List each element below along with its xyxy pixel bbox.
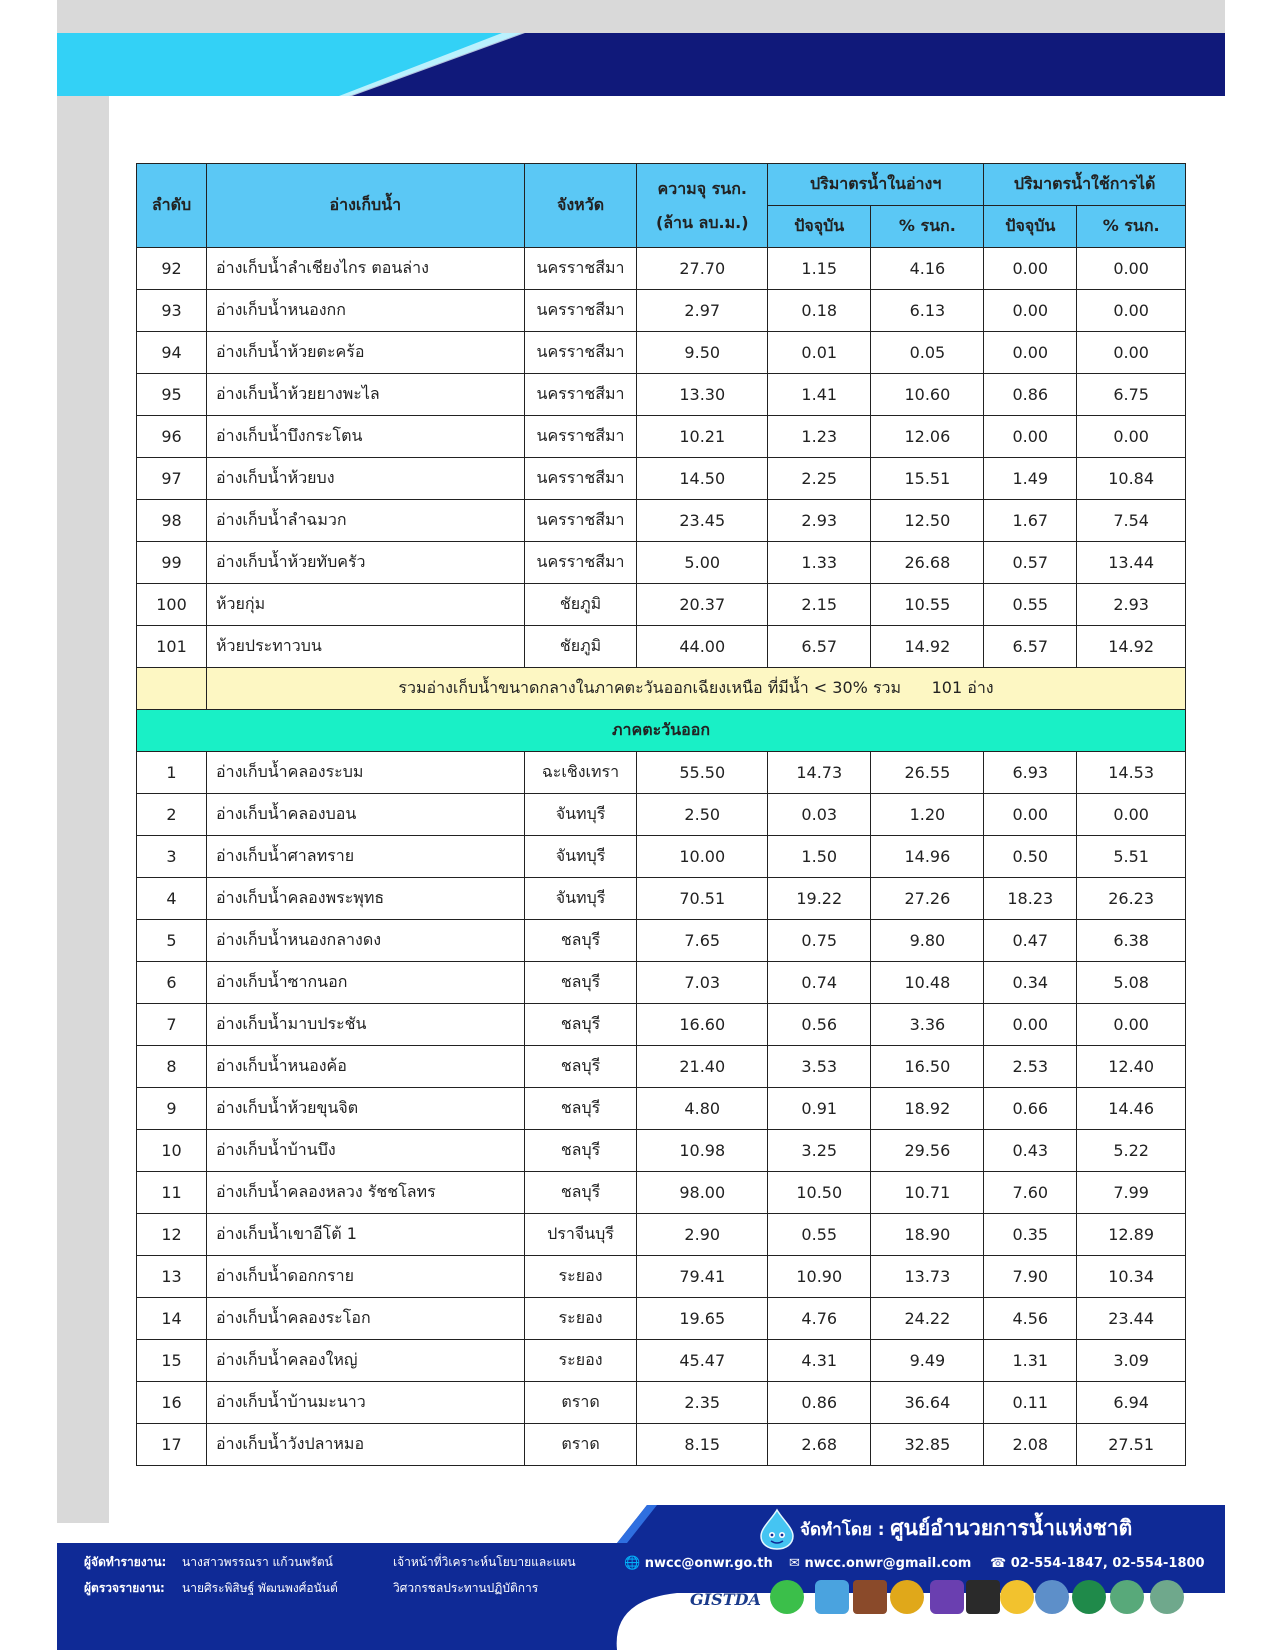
header-capacity	[637, 164, 768, 248]
cell-no: 1	[137, 752, 207, 794]
cell-usable-pct: 23.44	[1077, 1298, 1186, 1340]
cell-reservoir: อ่างเก็บน้ำบึงกระโตน	[207, 416, 525, 458]
cell-usable-pct: 0.00	[1077, 794, 1186, 836]
cell-usable-pct: 0.00	[1077, 1004, 1186, 1046]
cell-storage-pct: 3.36	[871, 1004, 984, 1046]
cell-province: ชลบุรี	[524, 1046, 637, 1088]
cell-province: นครราชสีมา	[524, 248, 637, 290]
cell-storage-current: 10.50	[768, 1172, 871, 1214]
cell-no: 7	[137, 1004, 207, 1046]
cell-province: ระยอง	[524, 1340, 637, 1382]
cell-storage-current: 19.22	[768, 878, 871, 920]
cell-storage-pct: 0.05	[871, 332, 984, 374]
cell-capacity: 2.35	[637, 1382, 768, 1424]
cell-no: 95	[137, 374, 207, 416]
cell-province: จันทบุรี	[524, 836, 637, 878]
cell-usable-pct: 0.00	[1077, 332, 1186, 374]
table-row	[137, 752, 1186, 794]
header-usable: ปริมาตรน้ำใช้การได้	[984, 164, 1186, 206]
cell-province: จันทบุรี	[524, 878, 637, 920]
table-row	[137, 794, 1186, 836]
cell-no: 100	[137, 584, 207, 626]
table-row	[137, 626, 1186, 668]
cell-no: 92	[137, 248, 207, 290]
cell-no: 6	[137, 962, 207, 1004]
cell-usable-pct: 5.22	[1077, 1130, 1186, 1172]
cell-province: นครราชสีมา	[524, 374, 637, 416]
cell-no: 93	[137, 290, 207, 332]
cell-storage-pct: 18.90	[871, 1214, 984, 1256]
cell-reservoir: อ่างเก็บน้ำศาลทราย	[207, 836, 525, 878]
cell-usable-pct: 10.84	[1077, 458, 1186, 500]
cell-capacity: 98.00	[637, 1172, 768, 1214]
cell-province: นครราชสีมา	[524, 458, 637, 500]
cell-storage-pct: 10.71	[871, 1172, 984, 1214]
reviewer-label: ผู้ตรวจรายงาน:	[84, 1581, 165, 1595]
cell-usable-current: 0.86	[984, 374, 1077, 416]
cell-reservoir: อ่างเก็บน้ำคลองใหญ่	[207, 1340, 525, 1382]
cell-province: ปราจีนบุรี	[524, 1214, 637, 1256]
cell-reservoir: อ่างเก็บน้ำห้วยตะคร้อ	[207, 332, 525, 374]
cell-capacity: 27.70	[637, 248, 768, 290]
cell-storage-pct: 29.56	[871, 1130, 984, 1172]
cell-capacity: 2.97	[637, 290, 768, 332]
email1-text: nwcc@onwr.go.th	[644, 1556, 773, 1571]
cell-capacity: 14.50	[637, 458, 768, 500]
cell-capacity: 10.21	[637, 416, 768, 458]
table-row	[137, 836, 1186, 878]
cell-storage-pct: 12.06	[871, 416, 984, 458]
cell-no: 15	[137, 1340, 207, 1382]
cell-province: นครราชสีมา	[524, 500, 637, 542]
cell-reservoir: อ่างเก็บน้ำห้วยขุนจิต	[207, 1088, 525, 1130]
table-row	[137, 542, 1186, 584]
cell-no: 3	[137, 836, 207, 878]
cell-usable-pct: 14.46	[1077, 1088, 1186, 1130]
region-title: ภาคตะวันออก	[137, 710, 1186, 752]
cell-usable-pct: 0.00	[1077, 248, 1186, 290]
table-row	[137, 332, 1186, 374]
summary-text: รวมอ่างเก็บน้ำขนาดกลางในภาคตะวันออกเฉียงเหนือ ที่มีน้ำ < 30% รวม 101 อ่าง	[207, 668, 1186, 710]
cell-reservoir: อ่างเก็บน้ำลำเชียงไกร ตอนล่าง	[207, 248, 525, 290]
contact-phone[interactable]	[990, 1556, 1205, 1571]
cell-storage-pct: 1.20	[871, 794, 984, 836]
cell-storage-current: 0.18	[768, 290, 871, 332]
cell-province: จันทบุรี	[524, 794, 637, 836]
cell-province: นครราชสีมา	[524, 290, 637, 332]
cell-usable-current: 0.57	[984, 542, 1077, 584]
cell-usable-pct: 14.53	[1077, 752, 1186, 794]
cell-reservoir: ห้วยกุ่ม	[207, 584, 525, 626]
cell-usable-pct: 26.23	[1077, 878, 1186, 920]
cell-no: 16	[137, 1382, 207, 1424]
leaf-logo	[770, 1580, 804, 1614]
cell-usable-current: 0.00	[984, 290, 1077, 332]
cell-usable-current: 2.53	[984, 1046, 1077, 1088]
cell-reservoir: อ่างเก็บน้ำคลองระโอก	[207, 1298, 525, 1340]
cell-storage-current: 3.25	[768, 1130, 871, 1172]
cell-capacity: 4.80	[637, 1088, 768, 1130]
cell-usable-pct: 5.08	[1077, 962, 1186, 1004]
cell-reservoir: อ่างเก็บน้ำดอกกราย	[207, 1256, 525, 1298]
header-province: จังหวัด	[524, 164, 637, 248]
table-row	[137, 458, 1186, 500]
northeast-rows	[137, 248, 1186, 668]
crest-gold-logo	[890, 1580, 924, 1614]
table-row	[137, 1340, 1186, 1382]
cell-province: นครราชสีมา	[524, 416, 637, 458]
table-row	[137, 1424, 1186, 1466]
cell-capacity: 21.40	[637, 1046, 768, 1088]
cell-usable-current: 4.56	[984, 1298, 1077, 1340]
cell-usable-pct: 10.34	[1077, 1256, 1186, 1298]
header-storage: ปริมาตรน้ำในอ่างฯ	[768, 164, 984, 206]
cell-usable-current: 1.31	[984, 1340, 1077, 1382]
cell-storage-current: 0.55	[768, 1214, 871, 1256]
dark-square-logo	[966, 1580, 1000, 1614]
cell-storage-pct: 14.96	[871, 836, 984, 878]
cell-storage-current: 14.73	[768, 752, 871, 794]
cell-usable-current: 0.66	[984, 1088, 1077, 1130]
cell-usable-pct: 3.09	[1077, 1340, 1186, 1382]
cell-capacity: 13.30	[637, 374, 768, 416]
phone-icon: ☎	[990, 1556, 1007, 1571]
cell-storage-current: 2.25	[768, 458, 871, 500]
reporter-label: ผู้จัดทำรายงาน:	[84, 1555, 167, 1569]
cell-capacity: 20.37	[637, 584, 768, 626]
cell-storage-current: 2.93	[768, 500, 871, 542]
region-row	[137, 710, 1186, 752]
cell-reservoir: อ่างเก็บน้ำมาบประชัน	[207, 1004, 525, 1046]
cell-province: นครราชสีมา	[524, 332, 637, 374]
section-rows	[137, 668, 1186, 752]
cell-storage-current: 6.57	[768, 626, 871, 668]
cell-province: ชลบุรี	[524, 1130, 637, 1172]
cell-usable-pct: 7.99	[1077, 1172, 1186, 1214]
table-header	[137, 164, 1186, 248]
cell-no: 9	[137, 1088, 207, 1130]
cell-capacity: 9.50	[637, 332, 768, 374]
cell-usable-pct: 0.00	[1077, 416, 1186, 458]
cell-reservoir: อ่างเก็บน้ำห้วยบง	[207, 458, 525, 500]
table-row	[137, 878, 1186, 920]
cell-usable-pct: 7.54	[1077, 500, 1186, 542]
cell-storage-pct: 36.64	[871, 1382, 984, 1424]
cell-storage-current: 0.74	[768, 962, 871, 1004]
reporter-name: นางสาวพรรณรา แก้วนพรัตน์	[182, 1555, 333, 1569]
cell-capacity: 70.51	[637, 878, 768, 920]
left-gray-band	[57, 33, 109, 1523]
cell-storage-current: 0.56	[768, 1004, 871, 1046]
cell-usable-pct: 27.51	[1077, 1424, 1186, 1466]
cell-storage-pct: 9.80	[871, 920, 984, 962]
cell-usable-current: 6.57	[984, 626, 1077, 668]
cell-usable-current: 0.35	[984, 1214, 1077, 1256]
cell-usable-pct: 13.44	[1077, 542, 1186, 584]
cell-province: ชลบุรี	[524, 1004, 637, 1046]
cell-storage-current: 0.01	[768, 332, 871, 374]
cell-capacity: 10.00	[637, 836, 768, 878]
cell-reservoir: อ่างเก็บน้ำห้วยทับครัว	[207, 542, 525, 584]
cell-storage-current: 10.90	[768, 1256, 871, 1298]
cell-reservoir: อ่างเก็บน้ำบ้านมะนาว	[207, 1382, 525, 1424]
cell-usable-current: 2.08	[984, 1424, 1077, 1466]
cell-province: ชลบุรี	[524, 920, 637, 962]
cell-no: 97	[137, 458, 207, 500]
reviewer-role: วิศวกรชลประทานปฏิบัติการ	[393, 1581, 539, 1595]
cell-capacity: 16.60	[637, 1004, 768, 1046]
envelope-icon: ✉	[789, 1556, 800, 1571]
globe-icon: 🌐	[624, 1556, 641, 1571]
cell-storage-current: 0.86	[768, 1382, 871, 1424]
cell-capacity: 55.50	[637, 752, 768, 794]
top-gray-band	[57, 0, 1225, 33]
cell-storage-current: 3.53	[768, 1046, 871, 1088]
cell-no: 94	[137, 332, 207, 374]
table-row	[137, 416, 1186, 458]
cell-usable-pct: 2.93	[1077, 584, 1186, 626]
cell-no: 11	[137, 1172, 207, 1214]
table-row	[137, 374, 1186, 416]
cell-no: 5	[137, 920, 207, 962]
cell-province: ระยอง	[524, 1298, 637, 1340]
cell-usable-current: 1.67	[984, 500, 1077, 542]
table-row	[137, 1256, 1186, 1298]
cell-reservoir: อ่างเก็บน้ำคลองพระพุทธ	[207, 878, 525, 920]
cell-storage-pct: 10.48	[871, 962, 984, 1004]
cell-storage-current: 1.33	[768, 542, 871, 584]
cell-storage-pct: 27.26	[871, 878, 984, 920]
cell-province: ฉะเชิงเทรา	[524, 752, 637, 794]
cell-no: 17	[137, 1424, 207, 1466]
header-reservoir: อ่างเก็บน้ำ	[207, 164, 525, 248]
cell-capacity: 5.00	[637, 542, 768, 584]
figure-logo	[1000, 1580, 1034, 1614]
table-row	[137, 1046, 1186, 1088]
cell-capacity: 23.45	[637, 500, 768, 542]
reviewer-name: นายศิระพิสิษฐ์ พัฒนพงศ์อนันต์	[182, 1581, 338, 1595]
cell-storage-current: 1.50	[768, 836, 871, 878]
cell-storage-pct: 24.22	[871, 1298, 984, 1340]
header-storage-pct: % รนก.	[871, 206, 984, 248]
cell-usable-pct: 6.38	[1077, 920, 1186, 962]
cell-usable-pct: 12.40	[1077, 1046, 1186, 1088]
cell-usable-pct: 6.75	[1077, 374, 1186, 416]
table-row	[137, 584, 1186, 626]
cell-reservoir: อ่างเก็บน้ำบ้านบึง	[207, 1130, 525, 1172]
table-row	[137, 1214, 1186, 1256]
cell-reservoir: ห้วยประทาวบน	[207, 626, 525, 668]
cell-storage-pct: 32.85	[871, 1424, 984, 1466]
cell-storage-pct: 13.73	[871, 1256, 984, 1298]
cell-storage-current: 0.75	[768, 920, 871, 962]
cell-reservoir: อ่างเก็บน้ำหนองค้อ	[207, 1046, 525, 1088]
header-capacity-label: ความจุ รนก.	[657, 178, 747, 198]
cell-capacity: 8.15	[637, 1424, 768, 1466]
cell-no: 8	[137, 1046, 207, 1088]
table-row	[137, 920, 1186, 962]
cell-usable-current: 7.60	[984, 1172, 1077, 1214]
cell-province: ชัยภูมิ	[524, 584, 637, 626]
table-row	[137, 962, 1186, 1004]
cell-reservoir: อ่างเก็บน้ำห้วยยางพะไล	[207, 374, 525, 416]
cell-province: ระยอง	[524, 1256, 637, 1298]
cell-usable-pct: 14.92	[1077, 626, 1186, 668]
ministry-seal-logo	[1150, 1580, 1184, 1614]
table-row	[137, 1088, 1186, 1130]
cell-usable-current: 0.55	[984, 584, 1077, 626]
cell-storage-pct: 4.16	[871, 248, 984, 290]
cell-no: 4	[137, 878, 207, 920]
cell-no: 98	[137, 500, 207, 542]
cell-storage-current: 2.68	[768, 1424, 871, 1466]
table-row	[137, 248, 1186, 290]
header-capacity-unit: (ล้าน ลบ.ม.)	[655, 212, 749, 232]
cell-no: 10	[137, 1130, 207, 1172]
table-row	[137, 1382, 1186, 1424]
cell-storage-pct: 9.49	[871, 1340, 984, 1382]
cell-usable-current: 0.50	[984, 836, 1077, 878]
cell-capacity: 19.65	[637, 1298, 768, 1340]
square-logo	[930, 1580, 964, 1614]
cell-storage-pct: 18.92	[871, 1088, 984, 1130]
cell-storage-current: 0.03	[768, 794, 871, 836]
cell-usable-current: 7.90	[984, 1256, 1077, 1298]
cell-reservoir: อ่างเก็บน้ำคลองบอน	[207, 794, 525, 836]
green-seal-logo	[1072, 1580, 1106, 1614]
cell-storage-pct: 10.55	[871, 584, 984, 626]
cell-storage-pct: 16.50	[871, 1046, 984, 1088]
cell-capacity: 2.50	[637, 794, 768, 836]
header-band	[57, 33, 1225, 96]
reservoir-table	[136, 163, 1186, 1466]
cell-storage-pct: 26.55	[871, 752, 984, 794]
cell-usable-pct: 0.00	[1077, 290, 1186, 332]
cell-storage-current: 0.91	[768, 1088, 871, 1130]
cell-no: 101	[137, 626, 207, 668]
cell-no: 99	[137, 542, 207, 584]
cell-capacity: 79.41	[637, 1256, 768, 1298]
table-row	[137, 500, 1186, 542]
cell-storage-current: 2.15	[768, 584, 871, 626]
organizer-label: จัดทำโดย :	[800, 1520, 885, 1540]
cell-storage-pct: 15.51	[871, 458, 984, 500]
cell-usable-current: 0.11	[984, 1382, 1077, 1424]
cell-capacity: 7.65	[637, 920, 768, 962]
cell-reservoir: อ่างเก็บน้ำคลองระบม	[207, 752, 525, 794]
cell-reservoir: อ่างเก็บน้ำลำฉมวก	[207, 500, 525, 542]
cell-storage-current: 1.41	[768, 374, 871, 416]
header-usable-current: ปัจจุบัน	[984, 206, 1077, 248]
cell-storage-pct: 26.68	[871, 542, 984, 584]
organizer-title	[800, 1512, 1132, 1545]
cell-usable-pct: 12.89	[1077, 1214, 1186, 1256]
cell-storage-current: 1.23	[768, 416, 871, 458]
cell-usable-current: 0.00	[984, 332, 1077, 374]
email2-text: nwcc.onwr@gmail.com	[804, 1556, 972, 1571]
cell-usable-current: 0.00	[984, 794, 1077, 836]
cell-storage-pct: 14.92	[871, 626, 984, 668]
cell-no: 2	[137, 794, 207, 836]
cell-reservoir: อ่างเก็บน้ำเขาอีโต้ 1	[207, 1214, 525, 1256]
cell-province: นครราชสีมา	[524, 542, 637, 584]
header-no: ลำดับ	[137, 164, 207, 248]
cell-capacity: 7.03	[637, 962, 768, 1004]
cell-no: 13	[137, 1256, 207, 1298]
header-usable-pct: % รนก.	[1077, 206, 1186, 248]
reporter-role: เจ้าหน้าที่วิเคราะห์นโยบายและแผน	[393, 1555, 576, 1569]
arch-logo	[815, 1580, 849, 1614]
gistda-logo: GISTDA	[690, 1590, 761, 1609]
cell-reservoir: อ่างเก็บน้ำซากนอก	[207, 962, 525, 1004]
cell-usable-current: 18.23	[984, 878, 1077, 920]
round-seal-logo	[1110, 1580, 1144, 1614]
cell-usable-pct: 6.94	[1077, 1382, 1186, 1424]
organizer-name: ศูนย์อำนวยการน้ำแห่งชาติ	[890, 1516, 1133, 1540]
cell-storage-current: 1.15	[768, 248, 871, 290]
cell-capacity: 45.47	[637, 1340, 768, 1382]
cell-province: ตราด	[524, 1382, 637, 1424]
cell-storage-pct: 10.60	[871, 374, 984, 416]
summary-blank-cell	[137, 668, 207, 710]
table-row	[137, 290, 1186, 332]
water-drop-mascot-icon	[757, 1508, 797, 1550]
cell-no: 14	[137, 1298, 207, 1340]
cell-province: ชลบุรี	[524, 962, 637, 1004]
cell-reservoir: อ่างเก็บน้ำคลองหลวง รัชชโลทร	[207, 1172, 525, 1214]
cell-reservoir: อ่างเก็บน้ำหนองกลางดง	[207, 920, 525, 962]
cell-usable-current: 0.00	[984, 416, 1077, 458]
east-rows	[137, 752, 1186, 1466]
table-row	[137, 1172, 1186, 1214]
cell-usable-pct: 5.51	[1077, 836, 1186, 878]
summary-row	[137, 668, 1186, 710]
table-row	[137, 1130, 1186, 1172]
cell-no: 96	[137, 416, 207, 458]
cell-reservoir: อ่างเก็บน้ำวังปลาหมอ	[207, 1424, 525, 1466]
contact-email1[interactable]	[624, 1556, 773, 1571]
shield-logo	[853, 1580, 887, 1614]
cell-usable-current: 0.43	[984, 1130, 1077, 1172]
cell-usable-current: 0.34	[984, 962, 1077, 1004]
cell-province: ตราด	[524, 1424, 637, 1466]
phone-text: 02-554-1847, 02-554-1800	[1010, 1556, 1205, 1571]
cell-province: ชลบุรี	[524, 1088, 637, 1130]
cell-storage-pct: 12.50	[871, 500, 984, 542]
cell-capacity: 2.90	[637, 1214, 768, 1256]
cell-usable-current: 6.93	[984, 752, 1077, 794]
cell-usable-current: 0.00	[984, 248, 1077, 290]
table-row	[137, 1004, 1186, 1046]
contact-email2[interactable]	[789, 1556, 971, 1571]
cell-storage-current: 4.76	[768, 1298, 871, 1340]
cell-no: 12	[137, 1214, 207, 1256]
table-row	[137, 1298, 1186, 1340]
cell-capacity: 10.98	[637, 1130, 768, 1172]
cell-storage-pct: 6.13	[871, 290, 984, 332]
cell-usable-current: 0.00	[984, 1004, 1077, 1046]
header-storage-current: ปัจจุบัน	[768, 206, 871, 248]
cell-usable-current: 1.49	[984, 458, 1077, 500]
cell-storage-current: 4.31	[768, 1340, 871, 1382]
cell-reservoir: อ่างเก็บน้ำหนองกก	[207, 290, 525, 332]
cell-capacity: 44.00	[637, 626, 768, 668]
cell-province: ชลบุรี	[524, 1172, 637, 1214]
mountain-logo	[1035, 1580, 1069, 1614]
cell-province: ชัยภูมิ	[524, 626, 637, 668]
cell-usable-current: 0.47	[984, 920, 1077, 962]
